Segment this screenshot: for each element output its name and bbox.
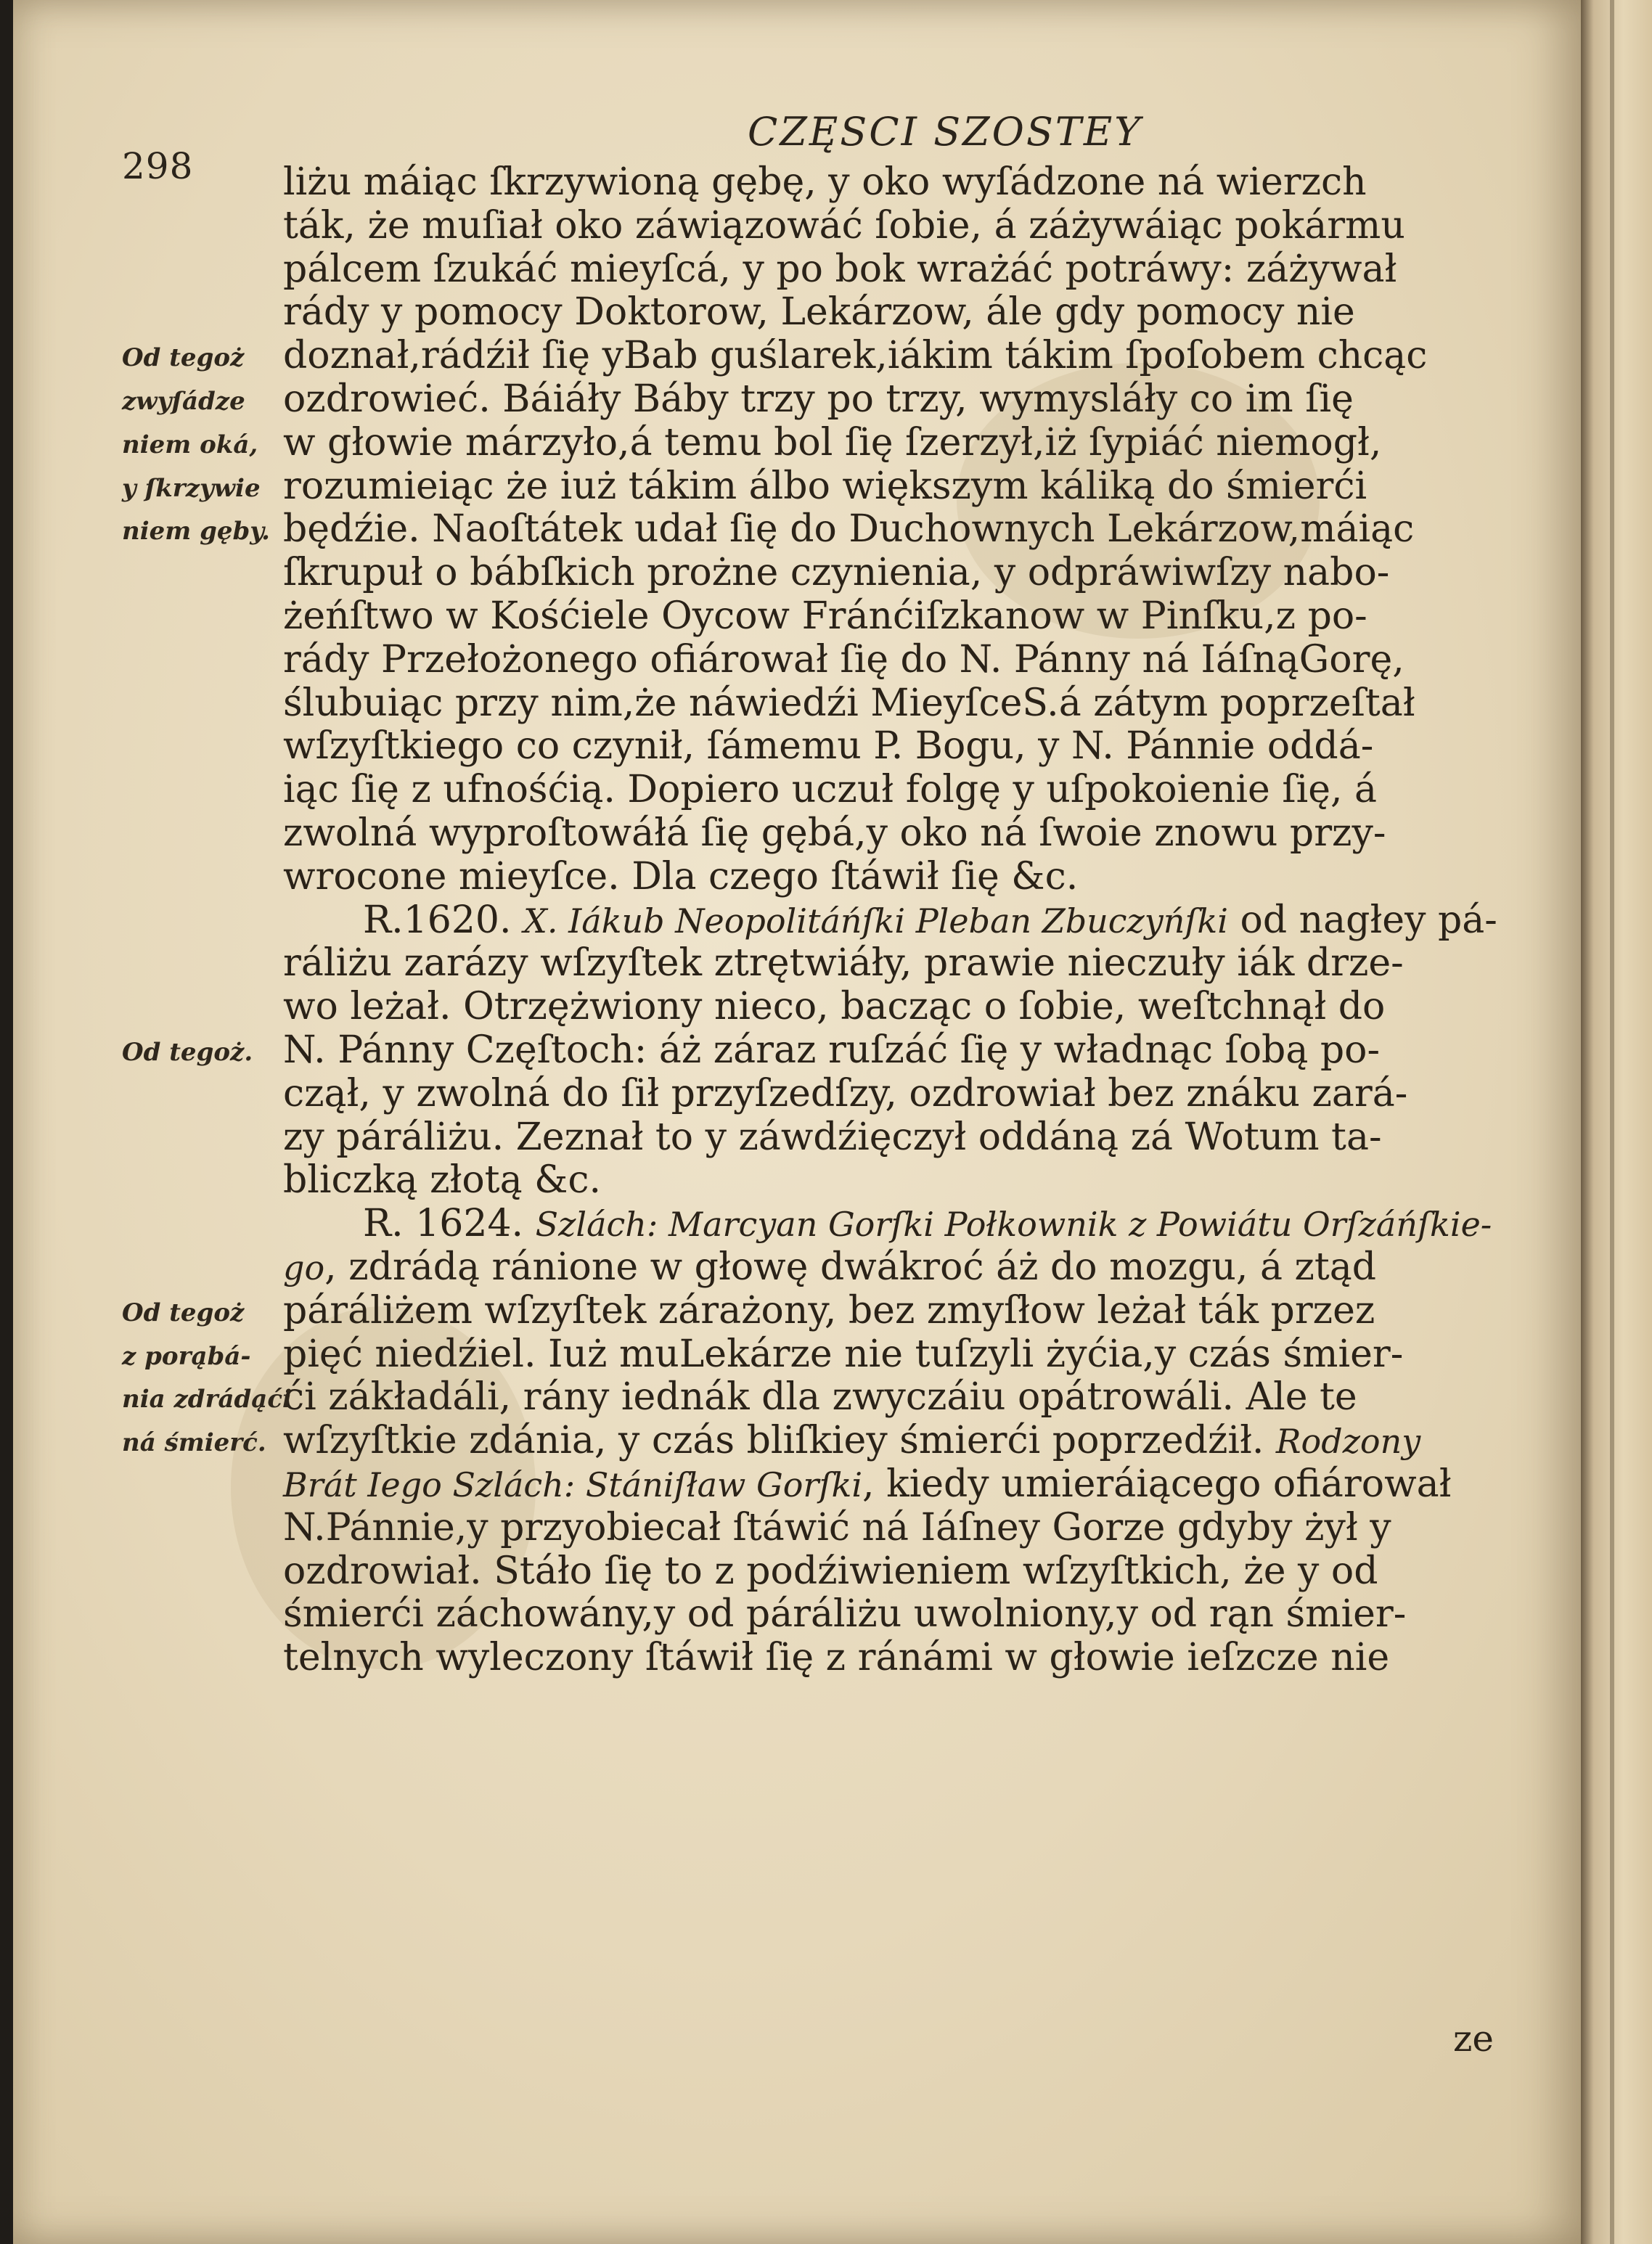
text-line: [283, 1029, 1561, 1073]
margin-note: Od tegoż: [122, 343, 245, 373]
margin-note: niem oká,: [122, 430, 258, 459]
text-segment: N. Pánny Częſtoch: áż záraz ruſzáć ſię y władnąc ſobą po-: [283, 1028, 1381, 1072]
text-segment: wo leżał. Otrzężwiony nieco, bacząc o ſobie, weſtchnął do: [283, 985, 1386, 1029]
text-line: [283, 595, 1561, 639]
text-segment: ći zákładáli, rány iednák dla zwyczáiu opátrowáli. Ale te: [283, 1375, 1357, 1420]
text-line: [283, 1073, 1561, 1116]
text-line: [283, 725, 1561, 769]
text-line: [283, 769, 1561, 812]
italic-segment: go: [283, 1248, 325, 1287]
italic-segment: Brát Iego Szlách: Stániſław Gorſki: [283, 1465, 863, 1504]
text-line: [283, 291, 1561, 335]
margin-note: nia zdrádąći: [122, 1385, 292, 1414]
next-page-edge: [1581, 0, 1652, 2244]
text-segment: , kiedy umieráiącego ofiárował: [862, 1462, 1452, 1506]
margin-note: Od tegoż: [122, 1298, 245, 1327]
text-segment: czął, y zwolná do ſił przyſzedſzy, ozdrowiał bez znáku zará-: [283, 1071, 1408, 1115]
text-line: [283, 1463, 1561, 1507]
text-segment: páráliżem wſzyſtek zárażony, bez zmyſłow leżał ták przez: [283, 1288, 1375, 1332]
text-segment: ták, że muſiał oko záwiązowáć ſobie, á záżywáiąc pokármu: [283, 203, 1405, 247]
margin-note: Od tegoż.: [122, 1038, 253, 1067]
text-segment: śmierći záchowány,y od páráliżu uwolniony,y od rąn śmier-: [283, 1592, 1407, 1637]
text-line: [283, 1333, 1561, 1377]
text-segment: bliczką złotą &c.: [283, 1158, 602, 1203]
text-line: [283, 856, 1561, 899]
text-line: [283, 1593, 1561, 1637]
text-segment: doznał,rádźił ſię yBab guślarek,iákim tákim ſpoſobem chcąc: [283, 334, 1428, 378]
text-segment: ozdrowiał. Stáło ſię to z podźiwieniem wſzyſtkich, że y od: [283, 1549, 1378, 1593]
catchword: ze: [1453, 2018, 1494, 2060]
text-line: [283, 465, 1561, 509]
text-line: [283, 899, 1561, 943]
text-segment: N.Pánnie,y przyobiecał ſtáwić ná Iáſney Gorze gdyby żył y: [283, 1505, 1391, 1549]
text-segment: zy páráliżu. Zeznał to y záwdźięczył oddáną zá Wotum ta-: [283, 1115, 1382, 1159]
text-line: [283, 378, 1561, 422]
text-line: [283, 1507, 1561, 1550]
text-line: [283, 1246, 1561, 1290]
text-segment: iąc ſię z ufnośćią. Dopiero uczuł folgę y uſpokoienie ſię, á: [283, 768, 1378, 812]
text-line: [283, 1420, 1561, 1463]
text-segment: ślubuiąc przy nim,że náwiedźi MieyſceS.á zátym poprzeſtał: [283, 681, 1415, 725]
margin-note: zwyſádze: [122, 387, 245, 416]
margin-note: niem gęby.: [122, 517, 270, 546]
text-segment: będźie. Naoſtátek udał ſię do Duchownych Lekárzow,máiąc: [283, 507, 1415, 552]
text-segment: pięć niedźiel. Iuż muLekárze nie tuſzyli żyćia,y czás śmier-: [283, 1332, 1404, 1376]
text-segment: telnych wyleczony ſtáwił ſię z ránámi w głowie ieſzcze nie: [283, 1636, 1390, 1680]
margin-note: y ſkrzywie: [122, 473, 261, 503]
text-segment: zwolná wyproſtowáłá ſię gębá,y oko ná ſwoie znowu przy-: [283, 811, 1386, 855]
text-segment: pálcem ſzukáć mieyſcá, y po bok wrażáć potráwy: záżywał: [283, 247, 1397, 291]
text-line: [283, 161, 1561, 205]
text-segment: ozdrowieć. Báiáły Báby trzy po trzy, wymysláły co im ſię: [283, 377, 1354, 421]
italic-segment: Szlách: Marcyan Gorſki Połkownik z Powiátu Orſzáńſkie-: [535, 1205, 1492, 1245]
text-segment: R.1620.: [363, 898, 524, 942]
margin-note: ná śmierć.: [122, 1428, 266, 1458]
text-segment: rády y pomocy Doktorow, Lekárzow, ále gdy pomocy nie: [283, 290, 1355, 335]
text-line: [283, 422, 1561, 465]
text-line: [283, 1116, 1561, 1160]
text-segment: wſzyſtkie zdánia, y czás bliſkiey śmierći poprzedźił.: [283, 1419, 1276, 1463]
text-segment: w głowie márzyło,á temu bol ſię ſzerzył,iż ſypiáć niemogł,: [283, 420, 1382, 464]
text-line: [283, 1550, 1561, 1594]
text-line: [283, 205, 1561, 248]
page-edge-strip: [1610, 0, 1614, 2244]
text-line: [283, 986, 1561, 1029]
text-segment: R. 1624.: [363, 1202, 536, 1246]
text-line: [283, 508, 1561, 552]
text-line: [283, 1376, 1561, 1420]
text-line: [283, 682, 1561, 726]
text-line: [283, 1637, 1561, 1680]
text-line: [283, 1159, 1561, 1203]
text-segment: od nagłey pá-: [1228, 898, 1497, 942]
text-segment: wſzyſtkiego co czynił, ſámemu P. Bogu, y N. Pánnie oddá-: [283, 724, 1374, 769]
text-segment: rozumieiąc że iuż tákim álbo większym káliką do śmierći: [283, 464, 1367, 508]
italic-segment: Rodzony: [1275, 1422, 1421, 1462]
text-segment: rády Przełożonego ofiárował ſię do N. Pánny ná IáſnąGorę,: [283, 637, 1404, 681]
italic-segment: X. Iákub Neopolitáńſki Pleban Zbuczyńſki: [523, 901, 1228, 941]
text-segment: ſkrupuł o bábſkich prożne czynienia, y odpráwiwſzy nabo-: [283, 551, 1390, 595]
text-line: [283, 335, 1561, 378]
text-segment: ráliżu zarázy wſzyſtek ztrętwiáły, prawie nieczuły iák drze-: [283, 941, 1404, 986]
page-number: 298: [122, 145, 194, 187]
body-text: [283, 161, 1561, 1680]
text-line: [283, 812, 1561, 856]
text-line: [283, 1290, 1561, 1333]
text-segment: , zdrádą ránione w głowę dwákroć áż do mozgu, á ztąd: [324, 1245, 1377, 1289]
text-line: [283, 248, 1561, 292]
text-segment: liżu máiąc ſkrzywioną gębę, y oko wyſádzone ná wierzch: [283, 160, 1367, 204]
text-segment: żeńſtwo w Kośćiele Oycow Fránćiſzkanow w Pinſku,z po-: [283, 594, 1367, 638]
text-line: [283, 552, 1561, 595]
text-line: [283, 639, 1561, 682]
text-line: [283, 1203, 1561, 1246]
margin-note: z porąbá-: [122, 1341, 251, 1371]
running-header: CZĘSCI SZOSTEY: [748, 109, 1142, 155]
text-segment: wrocone mieyſce. Dla czego ſtáwił ſię &c.: [283, 854, 1079, 898]
text-line: [283, 942, 1561, 986]
